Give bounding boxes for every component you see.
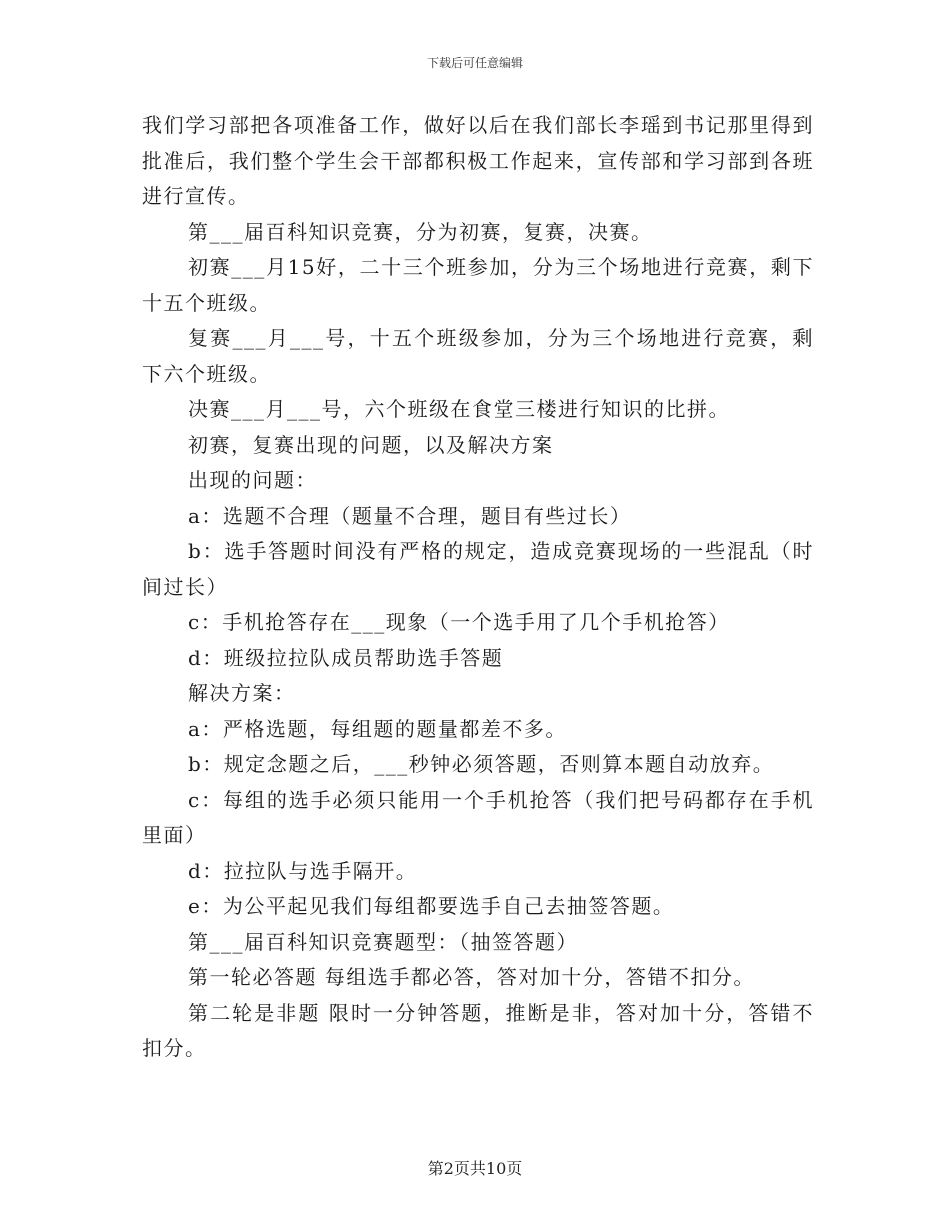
solution-item: e：为公平起见我们每组都要选手自己去抽签答题。 — [188, 894, 675, 918]
problem-item: b：选手答题时间没有严格的规定，造成竞赛现场的一些混乱（时间过长） — [142, 539, 814, 599]
paragraph: 第一轮必答题 每组选手都必答，答对加十分，答错不扣分。 — [188, 965, 755, 989]
problem-item: a：选题不合理（题量不合理，题目有些过长） — [188, 503, 632, 528]
paragraph: 第___届百科知识竞赛题型：（抽签答题） — [188, 929, 578, 954]
paragraph: 复赛___月___号，十五个班级参加，分为三个场地进行竞赛，剩下六个班级。 — [142, 326, 814, 386]
solution-item: a：严格选题，每组题的题量都差不多。 — [188, 716, 567, 741]
problem-item: d：班级拉拉队成员帮助选手答题 — [188, 645, 504, 670]
page-number: 第2页共10页 — [427, 1159, 523, 1178]
section-heading-solutions: 解决方案： — [188, 681, 296, 705]
section-heading-problems: 出现的问题： — [188, 468, 317, 492]
solution-item: b：规定念题之后，___秒钟必须答题，否则算本题自动放弃。 — [188, 752, 775, 776]
document-body — [142, 108, 814, 1067]
page-header: 下载后可任意编辑 — [426, 56, 523, 70]
paragraph: 第二轮是非题 限时一分钟答题，推断是非，答对加十分，答错不扣分。 — [142, 1000, 814, 1060]
paragraph: 初赛___月15好，二十三个班参加，分为三个场地进行竞赛，剩下十五个班级。 — [142, 255, 814, 315]
paragraph: 我们学习部把各项准备工作，做好以后在我们部长李瑶到书记那里得到批准后，我们整个学生会干部都积极工作起来，宣传部和学习部到各班进行宣传。 — [142, 113, 814, 208]
paragraph: 第___届百科知识竞赛，分为初赛，复赛，决赛。 — [188, 219, 653, 244]
solution-item: d：拉拉队与选手隔开。 — [188, 858, 418, 883]
problem-item: c：手机抢答存在___现象（一个选手用了几个手机抢答） — [188, 610, 730, 634]
paragraph: 决赛___月___号，六个班级在食堂三楼进行知识的比拼。 — [188, 397, 730, 421]
solution-item: c：每组的选手必须只能用一个手机抢答（我们把号码都存在手机里面） — [142, 787, 814, 847]
paragraph: 初赛，复赛出现的问题，以及解决方案 — [188, 432, 554, 457]
